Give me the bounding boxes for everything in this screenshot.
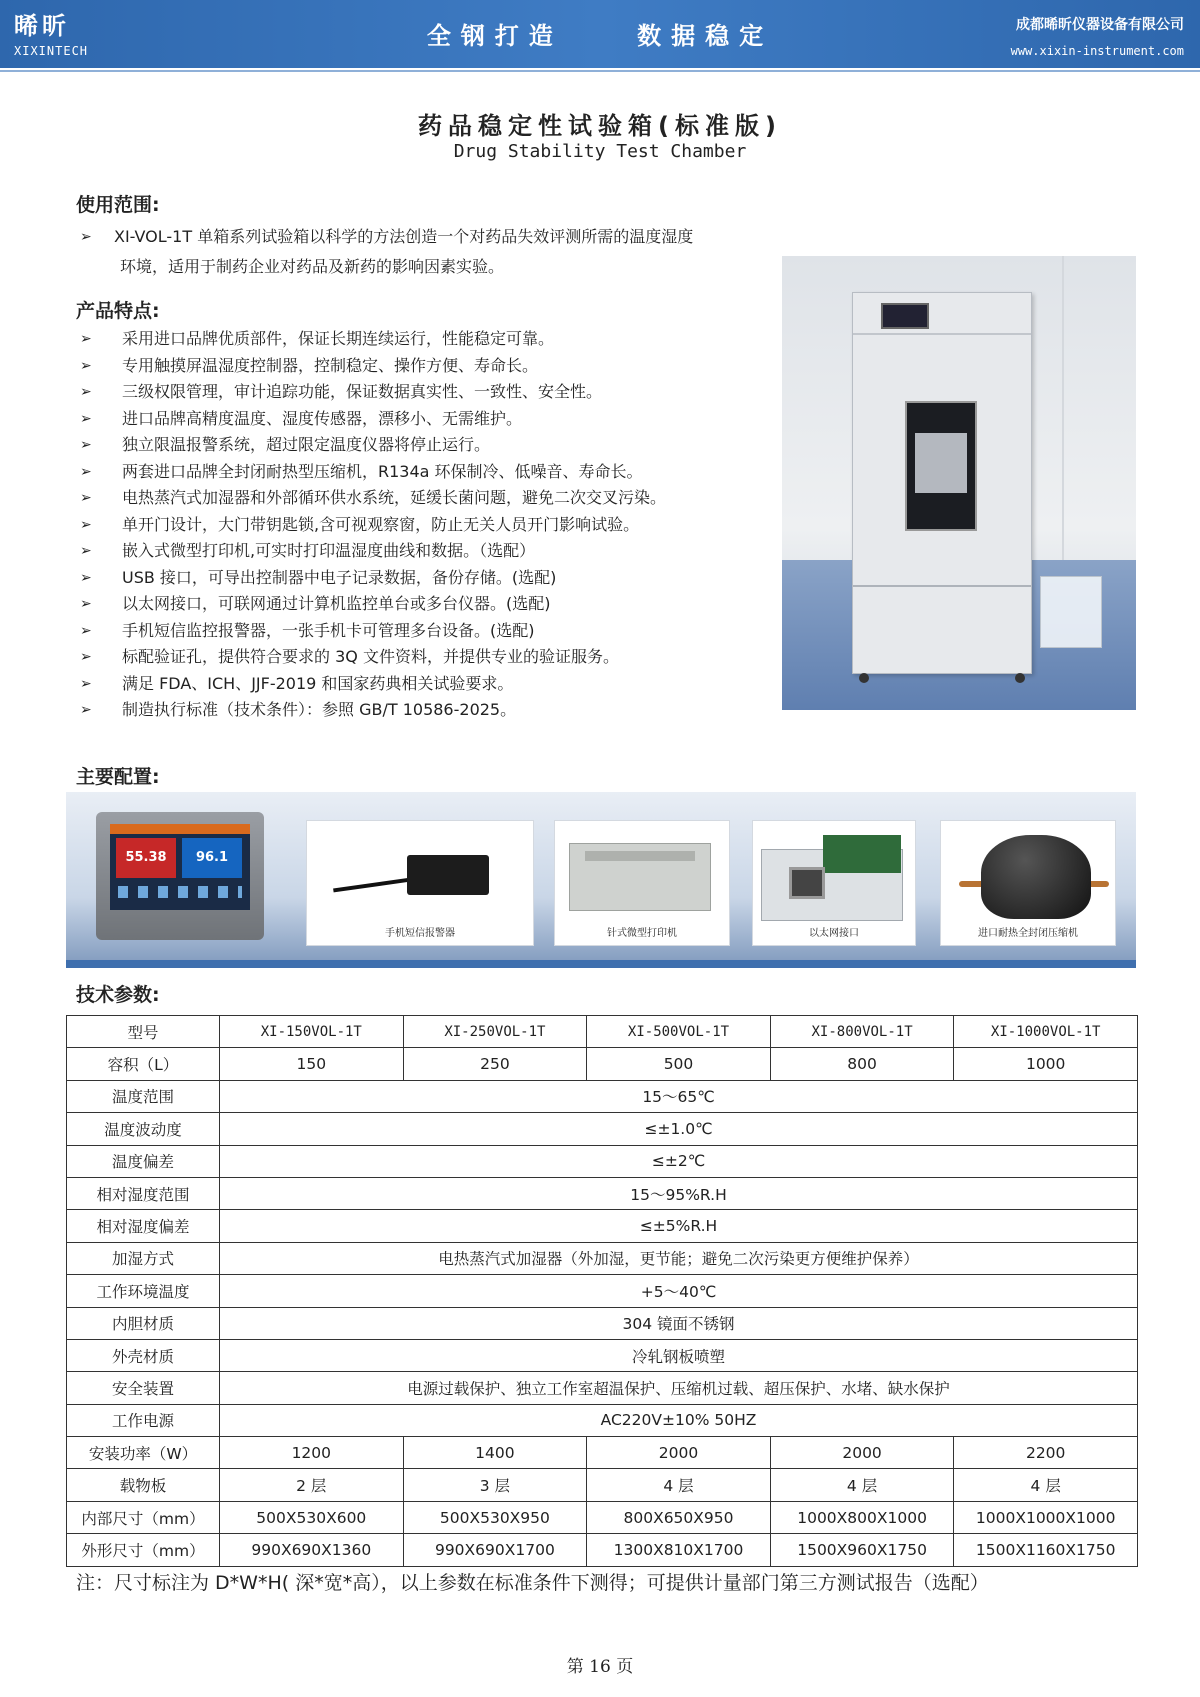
- slogan-part-1: 全钢打造: [426, 22, 563, 50]
- arrow-bullet-icon: ➢: [80, 516, 92, 533]
- feature-text: 制造执行标准（技术条件）：参照 GB/T 10586-2025。: [122, 700, 517, 719]
- feature-text: 独立限温报警系统，超过限定温度仪器将停止运行。: [122, 435, 491, 454]
- table-row: [67, 1210, 1138, 1242]
- chamber-cabinet: [852, 292, 1032, 674]
- arrow-bullet-icon: ➢: [80, 437, 92, 453]
- features-heading: 产品特点:: [76, 300, 160, 322]
- model-cell: XI-500VOL-1T: [587, 1016, 771, 1048]
- table-row: [67, 1275, 1138, 1307]
- scope-line-1: XI-VOL-1T 单箱系列试验箱以科学的方法创造一个对药品失效评测所需的温度湿度: [114, 227, 694, 246]
- power-cell: 2200: [954, 1437, 1138, 1469]
- feature-text: 满足 FDA、ICH、JJF-2019 和国家药典相关试验要求。: [122, 673, 514, 693]
- outer-size-cell: 990X690X1360: [220, 1534, 404, 1566]
- arrow-bullet-icon: ➢: [80, 543, 92, 559]
- arrow-bullet-icon: ➢: [80, 229, 92, 245]
- inner-size-cell: 500X530X950: [403, 1501, 587, 1533]
- config-heading: 主要配置:: [76, 766, 160, 788]
- feature-text: 标配验证孔，提供符合要求的 3Q 文件资料，并提供专业的验证服务。: [122, 647, 619, 666]
- arrow-bullet-icon: ➢: [80, 649, 92, 665]
- power-cell: 2000: [770, 1437, 954, 1469]
- controller-buttons: [118, 886, 242, 898]
- photo-water-box: [1040, 576, 1102, 648]
- shared-value-cell: +5～40℃: [220, 1275, 1138, 1307]
- inner-size-cell: 1000X800X1000: [770, 1501, 954, 1533]
- compressor-image: [940, 820, 1116, 946]
- row-header: 相对湿度范围: [67, 1177, 220, 1209]
- header-divider: [0, 70, 1200, 72]
- controller-hum-readout: 96.1: [182, 838, 242, 878]
- controller-screen-header: [110, 824, 250, 834]
- brand-name-en: XIXINTECH: [14, 44, 89, 58]
- shared-value-cell: ≤±1.0℃: [220, 1113, 1138, 1145]
- volume-cell: 1000: [954, 1048, 1138, 1080]
- ethernet-label: 以太网接口: [809, 928, 859, 939]
- table-row: [67, 1242, 1138, 1274]
- feature-item: [76, 459, 666, 486]
- ethernet-port-icon: [789, 867, 825, 899]
- table-row: [67, 1534, 1138, 1566]
- sms-alarm-image: [306, 820, 534, 946]
- model-cell: XI-800VOL-1T: [770, 1016, 954, 1048]
- volume-cell: 800: [770, 1048, 954, 1080]
- shelves-cell: 4 层: [587, 1469, 771, 1501]
- brand-name-cn: 晞昕: [14, 12, 70, 40]
- shelves-cell: 2 层: [220, 1469, 404, 1501]
- table-row: [67, 1339, 1138, 1371]
- row-header: 型号: [67, 1016, 220, 1048]
- feature-item: [76, 379, 666, 406]
- sms-device-icon: [407, 855, 489, 895]
- outer-size-cell: 1300X810X1700: [587, 1534, 771, 1566]
- volume-cell: 250: [403, 1048, 587, 1080]
- shelves-cell: 3 层: [403, 1469, 587, 1501]
- arrow-bullet-icon: ➢: [80, 702, 92, 718]
- outer-size-cell: 1500X960X1750: [770, 1534, 954, 1566]
- arrow-bullet-icon: ➢: [80, 675, 92, 692]
- shared-value-cell: 15～65℃: [220, 1080, 1138, 1112]
- feature-text: 以太网接口，可联网通过计算机监控单台或多台仪器。(选配): [122, 594, 551, 613]
- shared-value-cell: ≤±2℃: [220, 1145, 1138, 1177]
- table-row: [67, 1145, 1138, 1177]
- ethernet-image: [752, 820, 916, 946]
- feature-text: 嵌入式微型打印机,可实时打印温湿度曲线和数据。（选配）: [122, 541, 536, 560]
- chamber-control-panel: [853, 293, 1031, 335]
- feature-item: [76, 618, 666, 645]
- chamber-interior: [915, 433, 967, 493]
- feature-item: [76, 512, 666, 539]
- feature-text: 进口品牌高精度温度、湿度传感器，漂移小、无需维护。: [122, 408, 523, 428]
- outer-size-cell: 1500X1160X1750: [954, 1534, 1138, 1566]
- caster-icon: [1015, 673, 1025, 683]
- feature-item: [76, 432, 666, 459]
- shelves-cell: 4 层: [770, 1469, 954, 1501]
- antenna-icon: [333, 878, 411, 893]
- printer-label: 针式微型打印机: [607, 928, 677, 939]
- feature-text: 专用触摸屏温湿度控制器，控制稳定、操作方便、寿命长。: [122, 355, 539, 375]
- feature-item: [76, 671, 666, 698]
- shared-value-cell: ≤±5%R.H: [220, 1210, 1138, 1242]
- feature-text: 两套进口品牌全封闭耐热型压缩机，R134a 环保制冷、低噪音、寿命长。: [122, 461, 643, 481]
- config-band-underline: [66, 960, 1136, 968]
- model-cell: XI-1000VOL-1T: [954, 1016, 1138, 1048]
- scope-heading: 使用范围:: [76, 194, 160, 216]
- compressor-icon: [981, 835, 1091, 919]
- table-row: [67, 1048, 1138, 1080]
- table-row: [67, 1404, 1138, 1436]
- scope-text: [76, 222, 796, 282]
- inner-size-cell: 1000X1000X1000: [954, 1501, 1138, 1533]
- shared-value-cell: 冷轧钢板喷塑: [220, 1339, 1138, 1371]
- feature-item: [76, 406, 666, 433]
- table-row: [67, 1113, 1138, 1145]
- company-name: 成都晞昕仪器设备有限公司: [1016, 17, 1184, 33]
- table-row: [67, 1372, 1138, 1404]
- controller-temp-readout: 55.38: [116, 838, 176, 878]
- chamber-window: [905, 401, 977, 531]
- feature-item: [76, 538, 666, 565]
- row-header: 工作电源: [67, 1404, 220, 1436]
- scope-line-2: 环境，适用于制药企业对药品及新药的影响因素实验。: [120, 257, 505, 276]
- row-header: 载物板: [67, 1469, 220, 1501]
- row-header: 外形尺寸（mm）: [67, 1534, 220, 1566]
- shared-value-cell: 电源过载保护、独立工作室超温保护、压缩机过载、超压保护、水堵、缺水保护: [220, 1372, 1138, 1404]
- row-header: 安装功率（W）: [67, 1437, 220, 1469]
- row-header: 内部尺寸（mm）: [67, 1501, 220, 1533]
- inner-size-cell: 500X530X600: [220, 1501, 404, 1533]
- slogan-part-2: 数据稳定: [637, 22, 774, 50]
- printer-slot-icon: [585, 851, 695, 861]
- table-row: [67, 1437, 1138, 1469]
- specs-heading: 技术参数:: [76, 984, 160, 1006]
- feature-item: [76, 485, 666, 512]
- shared-value-cell: 15～95%R.H: [220, 1177, 1138, 1209]
- row-header: 温度偏差: [67, 1145, 220, 1177]
- spec-table: [66, 1015, 1138, 1567]
- feature-item: [76, 353, 666, 380]
- feature-item: [76, 697, 666, 724]
- shared-value-cell: 电热蒸汽式加湿器（外加湿，更节能；避免二次污染更方便维护保养）: [220, 1242, 1138, 1274]
- page-header: [0, 0, 1200, 68]
- config-gallery: [66, 792, 1136, 968]
- feature-item: [76, 326, 666, 353]
- arrow-bullet-icon: ➢: [80, 331, 92, 347]
- model-cell: XI-150VOL-1T: [220, 1016, 404, 1048]
- controller-image: [96, 812, 264, 940]
- arrow-bullet-icon: ➢: [80, 490, 92, 506]
- pcb-icon: [823, 835, 901, 873]
- shared-value-cell: AC220V±10% 50HZ: [220, 1404, 1138, 1436]
- caster-icon: [859, 673, 869, 683]
- company-website: www.xixin-instrument.com: [1010, 44, 1184, 58]
- row-header: 温度波动度: [67, 1113, 220, 1145]
- printer-image: [554, 820, 730, 946]
- shared-value-cell: 304 镜面不锈钢: [220, 1307, 1138, 1339]
- arrow-bullet-icon: ➢: [80, 463, 92, 480]
- table-row: [67, 1177, 1138, 1209]
- row-header: 加湿方式: [67, 1242, 220, 1274]
- power-cell: 2000: [587, 1437, 771, 1469]
- feature-text: 电热蒸汽式加湿器和外部循环供水系统，延缓长菌问题，避免二次交叉污染。: [122, 488, 667, 507]
- arrow-bullet-icon: ➢: [80, 596, 92, 612]
- compressor-label: 进口耐热全封闭压缩机: [978, 928, 1078, 939]
- volume-cell: 500: [587, 1048, 771, 1080]
- row-header: 工作环境温度: [67, 1275, 220, 1307]
- sms-alarm-label: 手机短信报警器: [385, 928, 455, 939]
- model-cell: XI-250VOL-1T: [403, 1016, 587, 1048]
- power-cell: 1200: [220, 1437, 404, 1469]
- feature-text: USB 接口，可导出控制器中电子记录数据，备份存储。(选配): [122, 567, 557, 587]
- inner-size-cell: 800X650X950: [587, 1501, 771, 1533]
- row-header: 外壳材质: [67, 1339, 220, 1371]
- shelves-cell: 4 层: [954, 1469, 1138, 1501]
- table-row: [67, 1016, 1138, 1048]
- page-title: 药品稳定性试验箱(标准版): [418, 112, 782, 140]
- row-header: 温度范围: [67, 1080, 220, 1112]
- feature-item: [76, 565, 666, 592]
- feature-item: [76, 591, 666, 618]
- volume-cell: 150: [220, 1048, 404, 1080]
- arrow-bullet-icon: ➢: [80, 569, 92, 586]
- row-header: 相对湿度偏差: [67, 1210, 220, 1242]
- footnote: 注：尺寸标注为 D*W*H( 深*宽*高），以上参数在标准条件下测得；可提供计量部门第三方测试报告（选配）: [76, 1572, 989, 1594]
- arrow-bullet-icon: ➢: [80, 357, 92, 374]
- page-number: 第 16 页: [566, 1657, 634, 1677]
- row-header: 内胆材质: [67, 1307, 220, 1339]
- feature-list: [76, 326, 666, 724]
- arrow-bullet-icon: ➢: [80, 384, 92, 400]
- table-row: [67, 1501, 1138, 1533]
- chamber-screen: [881, 303, 929, 329]
- feature-item: [76, 644, 666, 671]
- table-row: [67, 1080, 1138, 1112]
- feature-text: 单开门设计，大门带钥匙锁,含可视观察窗，防止无关人员开门影响试验。: [122, 514, 640, 534]
- arrow-bullet-icon: ➢: [80, 410, 92, 427]
- chamber-seam: [853, 585, 1031, 587]
- table-row: [67, 1307, 1138, 1339]
- feature-text: 三级权限管理，审计追踪功能，保证数据真实性、一致性、安全性。: [122, 382, 603, 401]
- row-header: 容积（L）: [67, 1048, 220, 1080]
- product-photo: [782, 256, 1136, 710]
- feature-text: 采用进口品牌优质部件，保证长期连续运行，性能稳定可靠。: [122, 329, 555, 348]
- row-header: 安全装置: [67, 1372, 220, 1404]
- page-subtitle: Drug Stability Test Chamber: [453, 141, 747, 162]
- table-row: [67, 1469, 1138, 1501]
- power-cell: 1400: [403, 1437, 587, 1469]
- controller-screen: [110, 824, 250, 910]
- feature-text: 手机短信监控报警器，一张手机卡可管理多台设备。(选配): [122, 620, 535, 640]
- arrow-bullet-icon: ➢: [80, 622, 92, 639]
- outer-size-cell: 990X690X1700: [403, 1534, 587, 1566]
